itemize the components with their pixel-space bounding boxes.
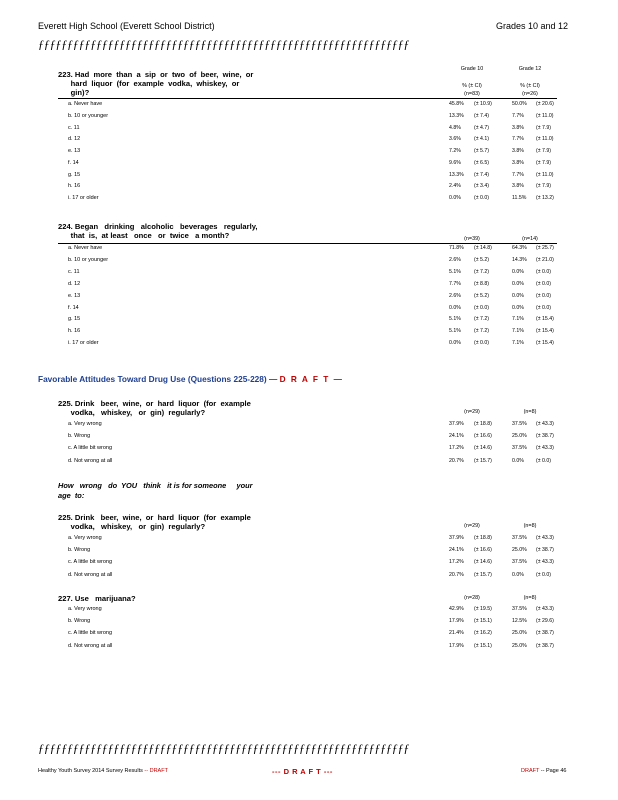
grade12-ci: (± 43.3) [536, 445, 554, 452]
grade12-column-header: Grade 12 [518, 66, 542, 72]
section-title: Favorable Attitudes Toward Drug Use (Questions 225-228) — [38, 374, 278, 384]
footer-left-draft: -- DRAFT [144, 768, 168, 774]
grade12-ci: (± 38.7) [536, 433, 554, 440]
grade10-ci: (± 7.4) [474, 112, 489, 119]
option-label: a. Never have [68, 245, 103, 251]
question-227-n12: (n=8) [523, 595, 537, 601]
grade12-percent: 7.1% [512, 316, 524, 323]
grade12-percent: 37.5% [512, 421, 527, 427]
option-label: e. 13 [68, 148, 81, 154]
grade12-ci: (± 43.3) [536, 606, 554, 612]
grade12-percent: 7.1% [512, 328, 524, 335]
option-label: b. 10 or younger [68, 256, 109, 263]
grade10-ci: (± 5.7) [474, 148, 489, 154]
grade10-percent: 13.3% [449, 171, 464, 178]
grade10-ci: (± 7.4) [474, 171, 489, 178]
grade10-percent: 9.6% [449, 159, 461, 166]
grade10-percent: 2.6% [449, 256, 461, 263]
section-draft-mark: D R A F T — [279, 374, 344, 384]
grade10-percent: 0.0% [449, 195, 461, 201]
grade10-ci: (± 10.9) [474, 101, 492, 107]
grade12-ci: (± 7.9) [536, 159, 551, 166]
question-225a-n12: (n=8) [523, 409, 537, 415]
grade10-ci: (± 7.2) [474, 316, 489, 323]
option-label: a. Very wrong [68, 421, 102, 427]
grade10-percent: 4.8% [449, 124, 461, 131]
grade10-ci: (± 6.5) [474, 159, 489, 166]
grade12-percent: 3.8% [512, 183, 524, 190]
grade12-ci: (± 15.4) [536, 328, 554, 335]
option-label: c. A little bit wrong [68, 630, 113, 637]
grade12-ci: (± 15.4) [536, 316, 554, 323]
question-224-rule [58, 243, 557, 244]
footer-survey-title: Healthy Youth Survey 2014 Survey Results [38, 768, 143, 774]
grade12-percent: 7.7% [512, 171, 524, 178]
grade10-percent: 7.7% [449, 280, 461, 287]
grade12-percent: 37.5% [512, 606, 527, 612]
grade12-ci: (± 7.9) [536, 124, 551, 131]
grade10-percent: 20.7% [449, 571, 464, 578]
grade10-ci: (± 18.8) [474, 535, 492, 541]
grade12-ci: (± 0.0) [536, 571, 551, 578]
grade12-ci: (± 15.4) [536, 340, 554, 347]
grade10-percent: 37.9% [449, 421, 464, 427]
grade10-percent: 0.0% [449, 304, 461, 311]
option-label: h. 16 [68, 328, 81, 335]
grade10-ci: (± 14.8) [474, 245, 492, 251]
grade12-percent: 3.8% [512, 159, 524, 166]
grade10-ci: (± 16.6) [474, 547, 492, 554]
grade12-percent: 37.5% [512, 445, 527, 452]
grade10-percent: 24.1% [449, 547, 464, 554]
footer-left [38, 768, 168, 774]
grade10-percent: 5.1% [449, 316, 461, 323]
grade10-percent: 71.8% [449, 245, 464, 251]
question-224-n12: (n=14) [522, 236, 538, 242]
grade12-ci: (± 11.0) [536, 171, 554, 178]
option-label: f. 14 [68, 304, 79, 311]
grade12-ci: (± 0.0) [536, 280, 551, 287]
grade10-percent: 21.4% [449, 630, 464, 637]
grade12-percent: 25.0% [512, 433, 527, 440]
grade12-percent: 12.5% [512, 618, 527, 625]
grade12-percent: 14.3% [512, 256, 527, 263]
option-label: i. 17 or older [68, 340, 99, 347]
grade10-percent: 0.0% [449, 340, 461, 347]
footer-right-draft: DRAFT [521, 768, 540, 774]
question-223-rule [58, 98, 557, 99]
question-223-title: 223. Had more than a sip or two of beer, wine, or hard liquor (for example vodka, whiskey, or gin)? [58, 70, 254, 97]
grade10-percent: 42.9% [449, 606, 464, 612]
grade12-ci: (± 0.0) [536, 268, 551, 275]
grade12-percent: 37.5% [512, 559, 527, 566]
question-224-n10: (n=39) [464, 236, 480, 242]
option-label: h. 16 [68, 183, 81, 190]
grade12-ci: (± 43.3) [536, 559, 554, 566]
option-label: c. 11 [68, 268, 80, 275]
grade12-percent: 0.0% [512, 268, 524, 275]
grade10-ci: (± 0.0) [474, 304, 489, 311]
option-label: b. Wrong [68, 547, 91, 554]
grade10-percent: 17.2% [449, 559, 464, 566]
grade10-ci: (± 5.2) [474, 292, 489, 299]
grade10-percent: 5.1% [449, 268, 461, 275]
question-225b-title: 225. Drink beer, wine, or hard liquor (for example vodka, whiskey, or gin) regularly? [58, 513, 251, 531]
question-225b-n10: (n=29) [464, 523, 480, 529]
grade12-ci: (± 38.7) [536, 642, 554, 649]
grade10-percent: 20.7% [449, 457, 464, 464]
question-225a-n10: (n=29) [464, 409, 480, 415]
option-label: d. 12 [68, 136, 81, 143]
grade12-percent: 0.0% [512, 457, 524, 464]
question-225b-n12: (n=8) [523, 523, 537, 529]
grade12-percent: 25.0% [512, 547, 527, 554]
grade10-ci: (± 7.2) [474, 268, 489, 275]
grade12-pct-ci-header: % (± CI) [520, 83, 540, 89]
grade12-ci: (± 21.0) [536, 256, 554, 263]
option-label: d. 12 [68, 280, 81, 287]
grade10-ci: (± 4.1) [474, 136, 489, 143]
option-label: d. Not wrong at all [68, 457, 113, 464]
grade10-ci: (± 14.6) [474, 445, 492, 452]
grade12-ci: (± 20.6) [536, 101, 554, 107]
option-label: a. Very wrong [68, 606, 102, 612]
instruction-note: How wrong do YOU think it is for someone your age to: [58, 481, 253, 500]
option-label: b. Wrong [68, 618, 91, 625]
grade10-percent: 7.2% [449, 148, 461, 154]
grade10-percent: 17.9% [449, 642, 464, 649]
question-225a-title: 225. Drink beer, wine, or hard liquor (for example vodka, whiskey, or gin) regularly? [58, 399, 251, 417]
grade12-ci: (± 7.9) [536, 183, 551, 190]
grade10-percent: 17.9% [449, 618, 464, 625]
grade10-percent: 13.3% [449, 112, 464, 119]
grade12-percent: 0.0% [512, 304, 524, 311]
grade12-ci: (± 13.2) [536, 195, 554, 201]
footer-decoration: ƒƒƒƒƒƒƒƒƒƒƒƒƒƒƒƒƒƒƒƒƒƒƒƒƒƒƒƒƒƒƒƒƒƒƒƒƒƒƒƒƒƒƒƒƒƒƒƒƒƒƒƒƒƒƒƒƒƒƒƒƒƒƒƒ [38, 741, 410, 755]
grade12-ci: (± 43.3) [536, 421, 554, 427]
grade12-percent: 37.5% [512, 535, 527, 541]
grade10-percent: 3.6% [449, 136, 461, 143]
question-224-title: 224. Began drinking alcoholic beverages regularly, that is, at least once or twice a month? [58, 222, 258, 240]
header-decoration: ƒƒƒƒƒƒƒƒƒƒƒƒƒƒƒƒƒƒƒƒƒƒƒƒƒƒƒƒƒƒƒƒƒƒƒƒƒƒƒƒƒƒƒƒƒƒƒƒƒƒƒƒƒƒƒƒƒƒƒƒƒƒƒƒ [38, 37, 410, 51]
grade12-ci: (± 38.7) [536, 630, 554, 637]
option-label: d. Not wrong at all [68, 571, 113, 578]
grade12-ci: (± 0.0) [536, 457, 551, 464]
option-label: b. 10 or younger [68, 112, 109, 119]
grade10-percent: 2.6% [449, 292, 461, 299]
grade10-ci: (± 8.8) [474, 280, 489, 287]
option-label: a. Never have [68, 101, 103, 107]
grade10-ci: (± 15.1) [474, 642, 492, 649]
grade12-percent: 11.5% [512, 195, 527, 201]
grade12-ci: (± 38.7) [536, 547, 554, 554]
grade12-percent: 3.8% [512, 124, 524, 131]
grade12-ci: (± 25.7) [536, 245, 554, 251]
grade12-percent: 0.0% [512, 280, 524, 287]
grade10-percent: 5.1% [449, 328, 461, 335]
option-label: i. 17 or older [68, 195, 99, 201]
question-227-title: 227. Use marijuana? [58, 594, 136, 603]
option-label: c. 11 [68, 124, 80, 131]
grade10-ci: (± 15.7) [474, 571, 492, 578]
grade12-percent: 0.0% [512, 571, 524, 578]
option-label: d. Not wrong at all [68, 642, 113, 649]
option-label: b. Wrong [68, 433, 91, 440]
grade10-ci: (± 4.7) [474, 124, 489, 131]
grade10-percent: 2.4% [449, 183, 461, 190]
option-label: a. Very wrong [68, 535, 102, 541]
grade12-percent: 25.0% [512, 642, 527, 649]
option-label: c. A little bit wrong [68, 559, 113, 566]
grade10-ci: (± 7.2) [474, 328, 489, 335]
grade10-ci: (± 15.7) [474, 457, 492, 464]
grade12-percent: 50.0% [512, 101, 527, 107]
option-label: g. 15 [68, 171, 81, 178]
page-number: -- Page 46 [540, 768, 567, 774]
grade12-ci: (± 29.6) [536, 618, 554, 625]
grade12-ci: (± 7.9) [536, 148, 551, 154]
grade12-percent: 64.3% [512, 245, 527, 251]
grade12-percent: 7.7% [512, 136, 524, 143]
grade12-ci: (± 11.0) [536, 136, 554, 143]
grade10-ci: (± 16.6) [474, 433, 492, 440]
grade12-percent: 0.0% [512, 292, 524, 299]
grade10-ci: (± 14.6) [474, 559, 492, 566]
option-label: e. 13 [68, 292, 81, 299]
grade12-ci: (± 11.0) [536, 112, 554, 119]
question-227-n10: (n=28) [464, 595, 480, 601]
option-label: c. A little bit wrong [68, 445, 113, 452]
option-label: g. 15 [68, 316, 81, 323]
grade12-ci: (± 43.3) [536, 535, 554, 541]
grade12-percent: 7.7% [512, 112, 524, 119]
grade10-ci: (± 3.4) [474, 183, 489, 190]
grade12-percent: 7.1% [512, 340, 524, 347]
grade12-ci: (± 0.0) [536, 292, 551, 299]
grade12-percent: 25.0% [512, 630, 527, 637]
grade10-ci: (± 15.1) [474, 618, 492, 625]
grade10-ci: (± 0.0) [474, 340, 489, 347]
section-heading [38, 374, 343, 384]
footer-right [521, 768, 566, 774]
question-223-n10: (n=83) [464, 91, 480, 97]
grade10-ci: (± 16.2) [474, 630, 492, 637]
grade10-percent: 45.8% [449, 101, 464, 107]
grade12-ci: (± 0.0) [536, 304, 551, 311]
grade10-pct-ci-header: % (± CI) [462, 83, 482, 89]
grade10-ci: (± 19.5) [474, 606, 492, 612]
grades-header: Grades 10 and 12 [496, 21, 569, 31]
question-223-n12: (n=26) [522, 91, 538, 97]
school-header: Everett High School (Everett School District) [38, 21, 215, 31]
grade12-percent: 3.8% [512, 148, 524, 154]
grade10-ci: (± 5.2) [474, 256, 489, 263]
option-label: f. 14 [68, 159, 79, 166]
grade10-ci: (± 18.8) [474, 421, 492, 427]
grade10-column-header: Grade 10 [460, 66, 484, 72]
footer-center-draft: --- D R A F T --- [272, 767, 333, 776]
grade10-percent: 17.2% [449, 445, 464, 452]
grade10-ci: (± 0.0) [474, 195, 489, 201]
grade10-percent: 37.9% [449, 535, 464, 541]
grade10-percent: 24.1% [449, 433, 464, 440]
